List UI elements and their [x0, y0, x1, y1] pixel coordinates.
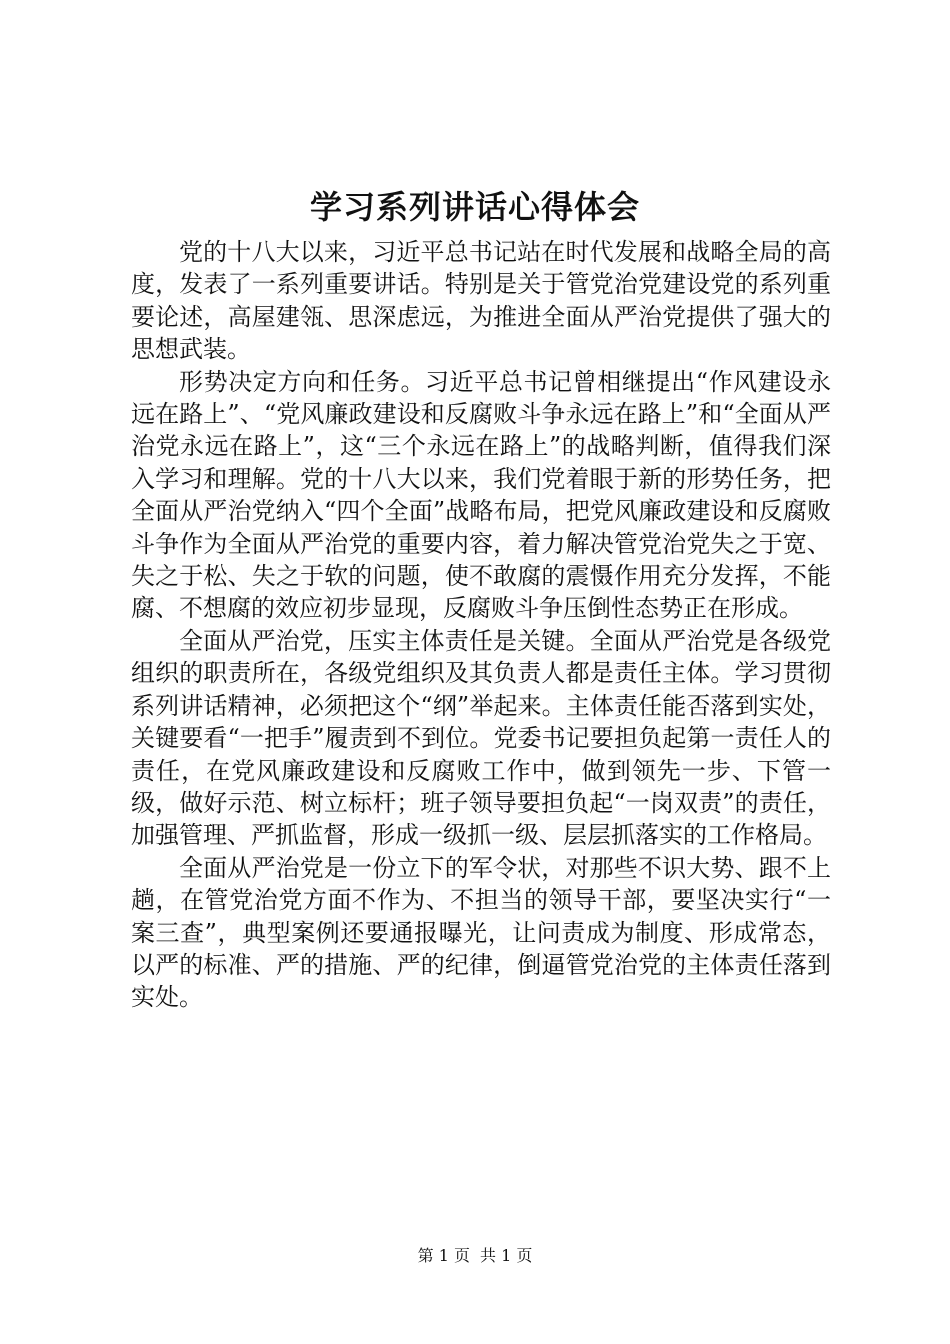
page-number: 第 1 页 — [417, 1246, 470, 1265]
page-total: 共 1 页 — [480, 1246, 533, 1265]
paragraph-4: 全面从严治党是一份立下的军令状，对那些不识大势、跟不上趟，在管党治党方面不作为、不担当的领导干部，要坚决实行“一案三查”，典型案例还要通报曝光，让问责成为制度、形成常态，以严的标准、严的措施、严的纪律，倒逼管党治党的主体责任落到实处。 — [131, 853, 831, 1012]
paragraph-3: 全面从严治党，压实主体责任是关键。全面从严治党是各级党组织的职责所在，各级党组织及其负责人都是责任主体。学习贯彻系列讲话精神，必须把这个“纲”举起来。主体责任能否落到实处，关键要看“一把手”履责到不到位。党委书记要担负起第一责任人的责任，在党风廉政建设和反腐败工作中，做到领先一步、下管一级，做好示范、树立标杆；班子领导要担负起“一岗双责”的责任，加强管理、严抓监督，形成一级抓一级、层层抓落实的工作格局。 — [131, 626, 831, 850]
document-title: 学习系列讲话心得体会 — [309, 188, 640, 226]
page-footer — [0, 1245, 950, 1267]
paragraph-1: 党的十八大以来，习近平总书记站在时代发展和战略全局的高度，发表了一系列重要讲话。特别是关于管党治党建设党的系列重要论述，高屋建瓴、思深虑远，为推进全面从严治党提供了强大的思想武装。 — [131, 238, 831, 364]
document-body — [131, 236, 831, 1014]
paragraph-2: 形势决定方向和任务。习近平总书记曾相继提出“作风建设永远在路上”、“党风廉政建设和反腐败斗争永远在路上”和“全面从严治党永远在路上”，这“三个永远在路上”的战略判断，值得我们深入学习和理解。党的十八大以来，我们党着眼于新的形势任务，把全面从严治党纳入“四个全面”战略布局，把党风廉政建设和反腐败斗争作为全面从严治党的重要内容，着力解决管党治党失之于宽、失之于松、失之于软的问题，使不敢腐的震慑作用充分发挥，不能腐、不想腐的效应初步显现，反腐败斗争压倒性态势正在形成。 — [131, 367, 831, 623]
